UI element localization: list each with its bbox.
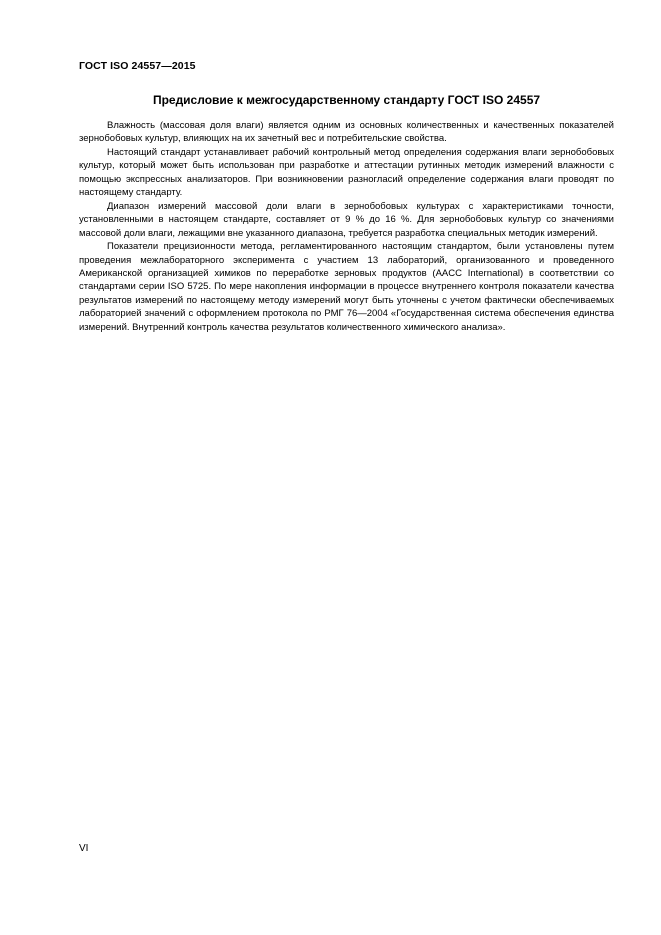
paragraph-standard-purpose: Настоящий стандарт устанавливает рабочий контрольный метод определения содержания влаги зернобобовых культур, который может быть использован при разработке и аттестации рутинных методик измерений влажности с помощью экспрессных анализаторов. При возникновении разногласий определение содержания влаги проводят по настоящему стандарту. [79, 146, 614, 199]
document-code-header: ГОСТ ISO 24557—2015 [79, 60, 196, 72]
foreword-body [79, 119, 614, 334]
paragraph-precision: Показатели прецизионности метода, регламентированного настоящим стандартом, были установлены путем проведения межлабораторного эксперимента с участием 13 лабораторий, организованного и проведенного Американской организацией химиков по переработке зерновых продуктов (AACC International) в соответствии со стандартами серии ISO 5725. По мере накопления информации в процессе внутреннего контроля показатели качества результатов измерений по настоящему методу измерений могут быть уточнены с учетом фактически обеспечиваемых лабораторией значений с оформлением протокола по РМГ 76—2004 «Государственная система обеспечения единства измерений. Внутренний контроль качества результатов количественного химического анализа». [79, 241, 614, 333]
foreword-title: Предисловие к межгосударственному стандарту ГОСТ ISO 24557 [152, 93, 541, 107]
paragraph-measurement-range: Диапазон измерений массовой доли влаги в зернобобовых культурах с характеристиками точности, установленными в настоящем стандарте, составляет от 9 % до 16 %. Для зернобобовых культур со значениями массовой доли влаги, лежащими вне указанного диапазона, требуется разработка специальных методик измерений. [79, 200, 614, 239]
page-number: VI [79, 843, 89, 854]
paragraph-moisture-intro: Влажность (массовая доля влаги) является одним из основных количественных и качественных показателей зернобобовых культур, влияющих на их зачетный вес и потребительские свойства. [79, 120, 614, 145]
